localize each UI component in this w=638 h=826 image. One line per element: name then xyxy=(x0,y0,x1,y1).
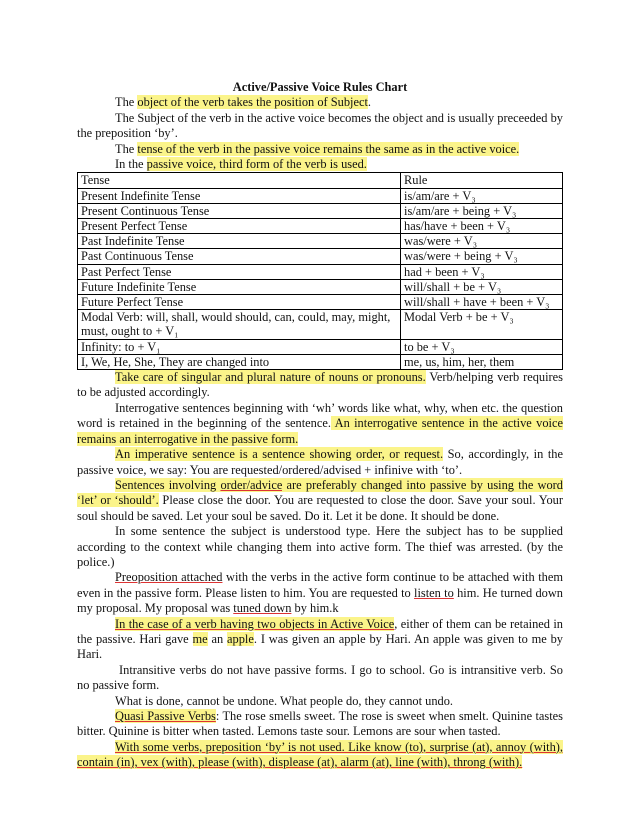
table-row xyxy=(78,310,563,339)
rule-cell: will/shall + have + been + V₃ xyxy=(401,295,563,310)
highlight: Take care of singular and plural nature of nouns or pronouns. xyxy=(115,370,426,385)
table-header-row xyxy=(78,173,563,188)
intro-line-3 xyxy=(77,142,563,157)
rule-cell: has/have + been + V₃ xyxy=(401,219,563,234)
document-title: Active/Passive Voice Rules Chart xyxy=(232,80,408,94)
document-page xyxy=(77,80,563,771)
rule-cell: is/am/are + V₃ xyxy=(401,188,563,203)
table-row xyxy=(78,249,563,264)
para-text: , either of them can be retained in the passive. Hari gave xyxy=(77,616,564,646)
rule-para-10 xyxy=(77,709,563,740)
tense-cell: Present Indefinite Tense xyxy=(78,188,401,203)
rule-para-8: Intransitive verbs do not have passive forms. I go to school. Go is intransitive verb. So no passive form. xyxy=(77,662,563,693)
rule-para-4 xyxy=(77,478,563,524)
underlined-highlight: order/advice xyxy=(220,477,283,492)
para-text: . I was given an apple by Hari. An apple was given to me by Hari. xyxy=(77,631,563,662)
underlined-highlight: With some verbs, preposition ‘by’ is not used. Like know (to), surprise (at), annoy (with), contain (in), vex (with), please (with), displease (at), alarm (at), line (with), throng (with). xyxy=(77,739,563,770)
para-text: Please close the door. You are requested to close the door. Save your soul. Your soul should be saved. Let your soul be saved. Do it. Let it be done. It should be done. xyxy=(77,493,563,523)
highlight: passive voice, third form of the verb is used. xyxy=(146,157,367,172)
rule-para-9: What is done, cannot be undone. What people do, they cannot undo. xyxy=(115,693,454,708)
para-text: So, accordingly, in the passive voice, we say: You are requested/ordered/advised + infinive with ‘to’. xyxy=(77,447,563,477)
intro-text: The xyxy=(115,141,138,156)
intro-text: In the xyxy=(115,157,147,172)
tense-cell: Past Indefinite Tense xyxy=(78,234,401,249)
table-row xyxy=(78,188,563,203)
table-row xyxy=(78,295,563,310)
para-text: Interrogative sentences beginning with ‘wh’ words like what, why, when etc. the question word is retained in the beginning of the sentence. xyxy=(77,400,563,431)
rule-para-7 xyxy=(77,617,563,663)
para-text: him. He turned down my proposal. My proposal was xyxy=(77,585,563,616)
para-text: by him.k xyxy=(291,601,339,616)
tense-cell: Infinity: to + V₁ xyxy=(78,339,401,354)
rule-cell: Modal Verb + be + V₃ xyxy=(401,310,563,339)
header-tense: Tense xyxy=(78,173,401,188)
highlight: me xyxy=(192,631,208,646)
tense-cell: Future Perfect Tense xyxy=(78,295,401,310)
underlined-highlight: Quasi Passive Verbs xyxy=(115,709,216,724)
intro-text: The xyxy=(115,95,138,110)
rule-cell: will/shall + be + V₃ xyxy=(401,279,563,294)
para-text: Verb/helping verb requires to be adjusted accordingly. xyxy=(77,370,564,400)
highlight: Sentences involving xyxy=(115,477,221,492)
intro-line-2: The Subject of the verb in the active voice becomes the object and is usually preceeded by the preposition ‘by’. xyxy=(77,110,563,141)
underlined-text: listen to xyxy=(414,585,454,600)
table-row xyxy=(78,264,563,279)
highlight: tense of the verb in the passive voice remains the same as in the active voice. xyxy=(137,141,520,156)
rule-cell: me, us, him, her, them xyxy=(401,354,563,369)
highlight: An imperative sentence is a sentence showing order, or request. xyxy=(115,447,444,462)
header-rule: Rule xyxy=(401,173,563,188)
table-row xyxy=(78,354,563,369)
table-row xyxy=(78,279,563,294)
tense-cell: Present Perfect Tense xyxy=(78,219,401,234)
para-text: an xyxy=(207,631,228,646)
para-text: : The rose smells sweet. The rose is sweet when smelt. Quinine tastes bitter. Quinine is bitter when tasted. Lemons taste sour. Lemons are sour when tasted. xyxy=(77,709,563,739)
tense-cell: Modal Verb: will, shall, would should, can, could, may, might, must, ought to + V₁ xyxy=(78,310,401,339)
highlight: An interrogative sentence in the active voice remains an interrogative in the passive form. xyxy=(77,416,563,446)
tense-cell: Past Continuous Tense xyxy=(78,249,401,264)
intro-line-1 xyxy=(77,95,563,110)
rule-cell: to be + V₃ xyxy=(401,339,563,354)
rule-para-1 xyxy=(77,370,563,401)
rule-cell: had + been + V₃ xyxy=(401,264,563,279)
underlined-highlight: In the case of a verb having two objects in Active Voice xyxy=(115,616,395,631)
underlined-text: Preoposition attached xyxy=(115,570,223,585)
highlight: object of the verb takes the position of Subject xyxy=(137,95,368,110)
intro-line-4 xyxy=(77,157,563,172)
rule-para-6 xyxy=(77,570,563,616)
tense-rules-table xyxy=(77,172,563,370)
highlight: are preferably changed into passive by using the word ‘let’ or ‘should’. xyxy=(77,477,563,508)
tense-cell: Present Continuous Tense xyxy=(78,203,401,218)
rule-cell: is/am/are + being + V₃ xyxy=(401,203,563,218)
para-text: with the verbs in the active form continue to be attached with them even in the passive form. Please listen to him. You are requested to xyxy=(77,570,564,600)
underlined-text: tuned down xyxy=(233,601,292,616)
table-row xyxy=(78,339,563,354)
table-row xyxy=(78,219,563,234)
tense-cell: Past Perfect Tense xyxy=(78,264,401,279)
table-row xyxy=(78,234,563,249)
rule-para-2 xyxy=(77,401,563,447)
rule-para-5: In some sentence the subject is understood type. Here the subject has to be supplied according to the context while changing them into active form. The thief was arrested. (by the police.) xyxy=(77,524,563,569)
intro-text: . xyxy=(367,95,372,110)
rule-para-3 xyxy=(77,447,563,478)
tense-cell: I, We, He, She, They are changed into xyxy=(78,354,401,369)
rule-cell: was/were + V₃ xyxy=(401,234,563,249)
highlight: apple xyxy=(227,631,254,646)
rule-cell: was/were + being + V₃ xyxy=(401,249,563,264)
tense-cell: Future Indefinite Tense xyxy=(78,279,401,294)
table-row xyxy=(78,203,563,218)
rule-para-11 xyxy=(77,740,563,771)
